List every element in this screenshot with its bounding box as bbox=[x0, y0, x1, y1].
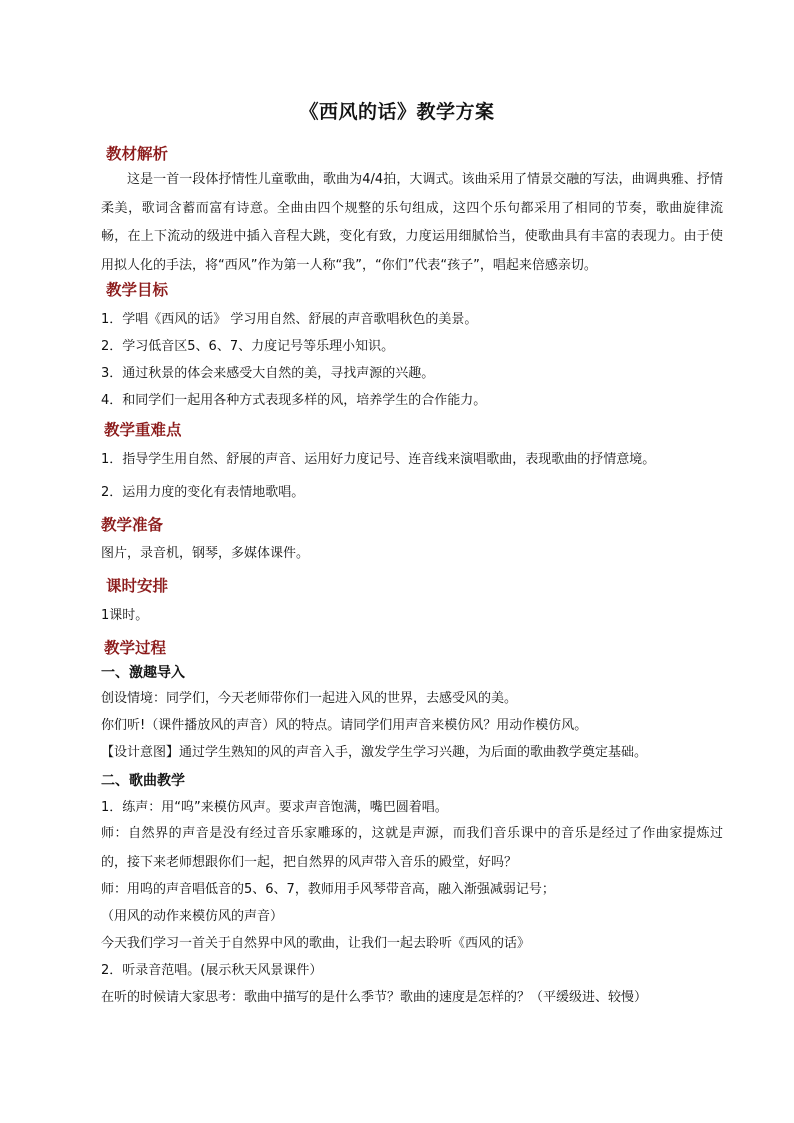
song-line-6: 2．听录音范唱。(展示秋天风景课件） bbox=[101, 963, 323, 978]
heading-schedule: 课时安排 bbox=[106, 577, 169, 595]
heading-goals: 教学目标 bbox=[106, 281, 169, 299]
preparation-text: 图片，录音机，钢琴，多媒体课件。 bbox=[101, 546, 310, 561]
goal-item-1: 1．学唱《西风的话》 学习用自然、舒展的声音歌唱秋色的美景。 bbox=[101, 312, 478, 327]
song-line-7: 在听的时候请大家思考：歌曲中描写的是什么季节？歌曲的速度是怎样的？（平缓级进、较慢） bbox=[101, 990, 648, 1005]
goal-item-2: 2．学习低音区5、6、7、力度记号等乐理小知识。 bbox=[101, 339, 395, 354]
subheading-introduction: 一、激趣导入 bbox=[101, 665, 185, 681]
goal-item-4: 4．和同学们一起用各种方式表现多样的风，培养学生的合作能力。 bbox=[101, 393, 487, 408]
design-intent-line: 【设计意图】通过学生熟知的风的声音入手，激发学生学习兴趣，为后面的歌曲教学奠定基础。 bbox=[101, 745, 648, 760]
analysis-paragraph: 这是一首一段体抒情性儿童歌曲，歌曲为4/4拍，大调式。该曲采用了情景交融的写法，曲调典雅、抒情柔美，歌词含蓄而富有诗意。全曲由四个规整的乐句组成，这四个乐句都采用了相同的节奏，歌曲旋律流畅，在上下流动的级进中插入音程大跳，变化有致，力度运用细腻恰当，使歌曲具有丰富的表现力。由于使用拟人化的手法，将“西风”作为第一人称“我”，“你们”代表“孩子”，唱起来倍感亲切。 bbox=[101, 172, 723, 273]
heading-process: 教学过程 bbox=[104, 639, 167, 657]
song-line-5: 今天我们学习一首关于自然界中风的歌曲，让我们一起去聆听《西风的话》 bbox=[101, 936, 531, 951]
song-line-warmup: 1．练声：用“呜”来模仿风声。要求声音饱满，嘴巴圆着唱。 bbox=[101, 800, 448, 815]
keypoint-item-1: 1．指导学生用自然、舒展的声音、运用好力度记号、连音线来演唱歌曲，表现歌曲的抒情意境。 bbox=[101, 452, 656, 467]
page-title: 《西风的话》教学方案 bbox=[299, 101, 495, 123]
song-line-3: 师：用呜的声音唱低音的5、6、7，教师用手风琴带音高，融入渐强减弱记号； bbox=[101, 882, 555, 897]
subheading-song-teaching: 二、歌曲教学 bbox=[101, 773, 185, 789]
goal-item-3: 3．通过秋景的体会来感受大自然的美，寻找声源的兴趣。 bbox=[101, 366, 435, 381]
intro-line-2: 你们听!（课件播放风的声音）风的特点。请同学们用声音来模仿风？用动作模仿风。 bbox=[101, 718, 588, 733]
heading-preparation: 教学准备 bbox=[101, 516, 164, 534]
heading-analysis: 教材解析 bbox=[106, 145, 169, 163]
keypoint-item-2: 2．运用力度的变化有表情地歌唱。 bbox=[101, 485, 305, 500]
intro-line-1: 创设情境：同学们，今天老师带你们一起进入风的世界，去感受风的美。 bbox=[101, 691, 518, 706]
teacher-paragraph: 师：自然界的声音是没有经过音乐家雕琢的，这就是声源，而我们音乐课中的音乐是经过了作曲家提炼过的，接下来老师想跟你们一起，把自然界的风声带入音乐的殿堂，好吗？ bbox=[101, 826, 723, 870]
song-line-4: （用风的动作来模仿风的声音） bbox=[101, 909, 284, 924]
heading-keypoints: 教学重难点 bbox=[104, 421, 182, 439]
schedule-text: 1课时。 bbox=[101, 608, 149, 623]
